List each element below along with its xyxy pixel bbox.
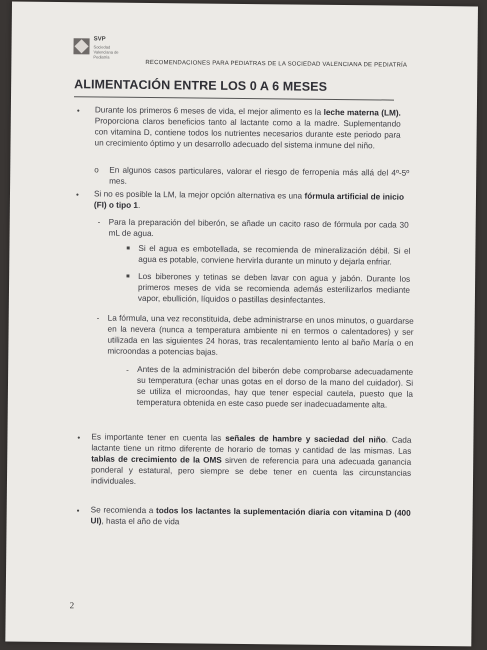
bold-text: señales de hambre y saciedad del niño [225, 433, 386, 445]
paragraph-formula-inicio [94, 188, 404, 213]
bullet-marker: ■ [126, 273, 130, 280]
bold-text: tablas de crecimiento de la OMS [91, 454, 222, 465]
text-run: , hasta el año de vida [101, 516, 180, 527]
paragraph-temperatura: Antes de la administración del biberón debe comprobarse adecuadamente su temperatura (echar unas gotas en el dorso de la mano del cuidador). Si se utiliza el microondas, hay que tener especial cautela, puesto que la temperatura obtenida en este caso puede ser inadecuadamente alta. [136, 364, 414, 410]
document-page [5, 2, 478, 647]
paragraph-formula-reconstituida: La fórmula, una vez reconstituida, debe administrarse en unos minutos, o guardarse en la nevera (nunca a temperatura ambiente ni en termos o calentadores) y ser utilizada en las siguientes 24 horas, tras recalentamiento lento al baño María o en microondas a potencias bajas. [107, 313, 414, 357]
bold-text: leche materna (LM). [323, 107, 401, 118]
page-number: 2 [69, 600, 75, 611]
bullet-marker: - [126, 365, 129, 375]
text-run: sirven de referencia para una adecuada ganancia ponderal y estatural, pero siempre se debe tener en cuenta las circunstancias individuales. [90, 455, 412, 486]
logo-icon [73, 38, 89, 54]
bold-text: fórmula artificial de inicio (FI) o tipo 1 [93, 191, 405, 210]
title-underline [74, 96, 394, 100]
text-run: . Cada lactante tiene un ritmo diferente de horario de tomas y cantidad de las mismas. Las [91, 435, 412, 456]
text-run: Proporciona claros beneficios tanto al lactante como a la madre. Suplementando con vitamina D, contiene todos los nutrientes necesarios durante este periodo para un crecimiento óptimo y un desarrollo adecuado del sistema inmune del niño. [94, 116, 401, 151]
bullet-marker: • [75, 190, 79, 200]
paragraph-biberones: Los biberones y tetinas se deben lavar con agua y jabón. Durante los primeros meses de vida se recomienda además esterilizarlos mediante vapor, ebullición, líquidos o pastillas desinfectantes. [137, 271, 411, 305]
logo-name: SVP [93, 36, 106, 43]
paragraph-senales-hambre [91, 431, 412, 489]
svp-logo [73, 36, 123, 61]
paragraph-preparacion: Para la preparación del biberón, se añade un cacito raso de fórmula por cada 30 mL de agua. [108, 217, 409, 239]
bullet-marker: • [76, 506, 80, 516]
logo-subtitle: Sociedad Valenciana de Pediatría [93, 44, 119, 60]
bullet-marker: - [96, 313, 100, 323]
bullet-marker: - [97, 217, 101, 227]
bullet-marker: o [94, 165, 99, 175]
bold-text: todos los lactantes la suplementación diaria con vitamina D (400 UI) [90, 506, 411, 526]
text-run: Es importante tener en cuenta las [91, 432, 226, 443]
bullet-marker: • [77, 433, 81, 443]
paragraph-ferropenia: En algunos casos particulares, valorar el riesgo de ferropenia más allá del 4º-5º mes. [109, 165, 410, 186]
paragraph-leche-materna [94, 104, 400, 151]
text-run: Durante los primeros 6 meses de vida, el mejor alimento es la [94, 105, 324, 117]
paragraph-vitamina-d [91, 504, 411, 529]
text-run: Si no es posible la LM, la mejor opción alternativa es una [93, 189, 305, 201]
bullet-marker: ■ [126, 245, 131, 252]
page-header: RECOMENDACIONES PARA PEDIATRAS DE LA SOCIEDAD VALENCIANA DE PEDIATRÍA [145, 59, 408, 69]
bullet-marker: • [76, 106, 80, 116]
text-run: Se recomienda a [90, 505, 157, 516]
paragraph-agua: Si el agua es embotellada, se recomienda de mineralización débil. Si el agua es potable, conviene hervirla durante un minuto y dejarla enfriar. [138, 243, 411, 267]
text-run: . [137, 200, 141, 210]
page-title: ALIMENTACIÓN ENTRE LOS 0 A 6 MESES [74, 77, 328, 94]
